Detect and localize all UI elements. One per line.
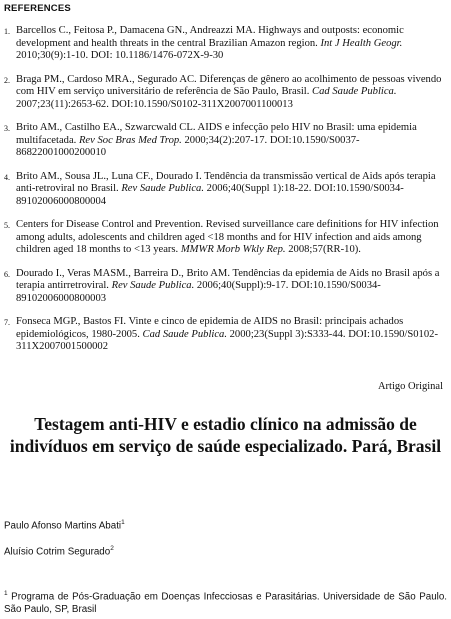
author-affiliation-marker: 1 <box>121 519 125 526</box>
reference-text: Centers for Disease Control and Prevention. Revised surveillance care definitions for HIV infection among adults, adolescents and children aged <18 months and for HIV infection and aids among children aged 18 months to <13 years. <box>16 219 439 255</box>
article-title: Testagem anti-HIV e estadio clínico na admissão de indivíduos em serviço de saúde especializado. Pará, Brasil <box>9 414 442 456</box>
reference-citation: 2010;30(9):1-10. DOI: 10.1186/1476-072X-9-30 <box>16 50 224 61</box>
author-name <box>4 545 114 557</box>
affiliation-text: Programa de Pós-Graduação em Doenças Infecciosas e Parasitárias. Universidade de São Paulo. São Paulo, SP, Brasil <box>4 591 447 616</box>
author-affiliation-marker: 2 <box>110 545 114 552</box>
reference-item <box>0 268 451 306</box>
reference-number: 1. <box>4 27 10 36</box>
affiliation-note <box>4 587 447 616</box>
reference-text: Fonseca MGP., Bastos FI. Vinte e cinco de epidemia de AIDS no Brasil: principais achados epidemiológicos, 1980-2005. <box>16 316 404 340</box>
reference-journal: Rev Saude Publica. <box>111 280 195 291</box>
reference-item <box>0 171 451 209</box>
reference-citation: 2000;34(2):207-17. DOI:10.1590/S0037-86822001000200010 <box>16 134 360 158</box>
reference-citation: 2000;23(Suppl 3):S333-44. DOI:10.1590/S0102-311X2007001500002 <box>16 328 438 352</box>
author-name-text: Paulo Afonso Martins Abati <box>4 520 122 532</box>
reference-journal: Int J Health Geogr. <box>320 37 403 49</box>
reference-journal: Cad Saude Publica. <box>142 328 227 340</box>
reference-number: 2. <box>4 75 10 85</box>
reference-item <box>0 219 451 257</box>
section-type-label: Artigo Original <box>377 381 443 392</box>
author-name <box>4 519 125 531</box>
reference-citation: 2006;40(Suppl 1):18-22. DOI:10.1590/S0034-89102006000800004 <box>16 183 404 207</box>
reference-item <box>0 74 451 112</box>
reference-number: 6. <box>4 269 10 279</box>
reference-text: Dourado I., Veras MASM., Barreira D., Brito AM. Tendências da epidemia de Aids no Brasil após a terapia antirretroviral. <box>16 267 440 291</box>
reference-citation: 2007;23(11):2653-62. DOI:10.1590/S0102-311X2007001100013 <box>16 98 293 110</box>
reference-number: 5. <box>4 221 10 230</box>
reference-number: 7. <box>4 318 10 327</box>
references-heading: REFERENCES <box>4 3 71 14</box>
author-name-text: Aluísio Cotrim Segurado <box>4 546 111 558</box>
affiliation-marker: 1 <box>4 590 8 597</box>
reference-journal: Rev Soc Bras Med Trop. <box>78 134 182 146</box>
reference-item <box>0 122 451 160</box>
reference-number: 4. <box>4 172 10 182</box>
reference-citation: 2008;57(RR-10). <box>285 244 361 255</box>
reference-text: Brito AM., Sousa JL., Luna CF., Dourado I. Tendência da transmissão vertical de Aids após terapia anti-retroviral no Brasil. <box>16 170 436 194</box>
reference-list <box>0 25 451 365</box>
reference-journal: Cad Saude Publica. <box>312 86 397 97</box>
reference-citation: 2006;40(Suppl):9-17. DOI:10.1590/S0034-89102006000800003 <box>16 280 381 304</box>
reference-item <box>0 25 451 63</box>
reference-journal: MMWR Morb Wkly Rep. <box>180 244 286 255</box>
reference-text: Brito AM., Castilho EA., Szwarcwald CL. AIDS e infecção pelo HIV no Brasil: uma epidemia multifacetada. <box>16 122 417 146</box>
reference-number: 3. <box>4 124 10 133</box>
reference-text: Braga PM., Cardoso MRA., Segurado AC. Diferenças de gênero ao acolhimento de pessoas vivendo com HIV em serviço universitário de referência de São Paulo, Brasil. <box>16 73 442 97</box>
reference-journal: Rev Saude Publica. <box>121 183 204 194</box>
reference-text: Barcellos C., Feitosa P., Damacena GN., Andreazzi MA. Highways and outposts: economic development and health threats in the central Brazilian Amazon region. <box>16 25 404 49</box>
reference-item <box>0 316 451 354</box>
